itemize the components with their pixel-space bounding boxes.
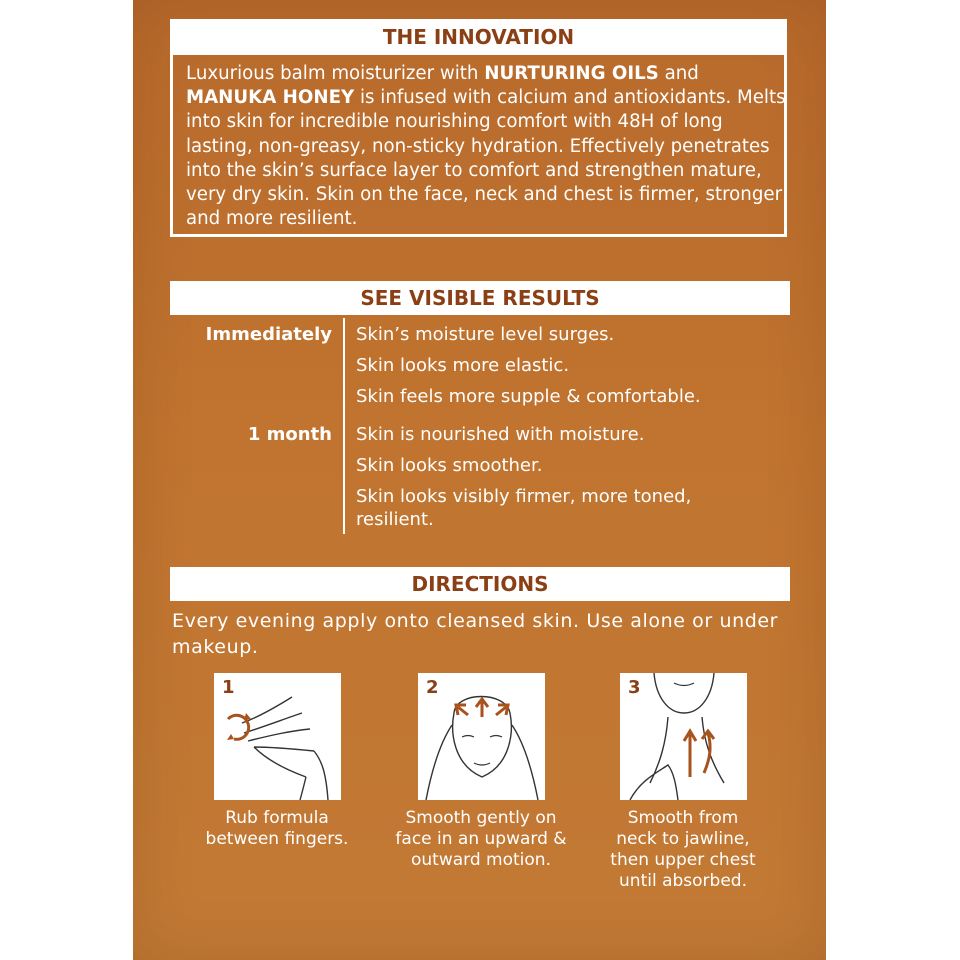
manuka-honey-highlight: MANUKA HONEY — [186, 87, 355, 109]
step-number: 3 — [628, 677, 641, 698]
step-1-caption: Rub formula between fingers. — [205, 808, 349, 849]
result-item: Skin feels more supple & comfortable. — [356, 386, 701, 407]
directions-text: Every evening apply onto cleansed skin. Use alone or under makeup. — [172, 610, 779, 658]
results-header-bar — [170, 281, 790, 315]
step-2-caption: Smooth gently on face in an upward & outward motion. — [395, 808, 567, 870]
face-massage-icon — [418, 673, 545, 800]
step-2-illustration — [418, 673, 545, 800]
step-1-illustration — [214, 673, 341, 800]
step-3-illustration — [620, 673, 747, 800]
step-3-caption: Smooth from neck to jawline, then upper chest until absorbed. — [610, 808, 756, 891]
results-divider — [343, 318, 345, 534]
neck-massage-icon — [620, 673, 747, 800]
innovation-title: THE INNOVATION — [382, 25, 575, 49]
result-item: Skin looks more elastic. — [356, 355, 570, 376]
result-item: Skin looks smoother. — [356, 455, 543, 476]
directions-header-bar — [170, 567, 790, 601]
step-number: 1 — [222, 677, 235, 698]
result-item: Skin is nourished with moisture. — [356, 424, 645, 445]
directions-title: DIRECTIONS — [411, 572, 549, 596]
results-title: SEE VISIBLE RESULTS — [360, 286, 600, 310]
hand-rub-icon — [214, 673, 341, 800]
one-month-label: 1 month — [247, 424, 332, 445]
innovation-text: Luxurious balm moisturizer with NURTURING OILS and MANUKA HONEY is infused with calcium and antioxidants. Melts into skin for incredible nourishing comfort with 48H of long lasting, non-greasy, non-sticky hydration. Effectively penetrates into the skin’s surface layer to comfort and strengthen mature, very dry skin. Skin on the face, neck and chest is firmer, stronger and more resilient. — [186, 63, 786, 230]
innovation-header-bar — [170, 19, 787, 55]
result-item: Skin’s moisture level surges. — [356, 324, 615, 345]
nurturing-oils-highlight: NURTURING OILS — [484, 63, 659, 84]
result-item: resilient. — [356, 509, 434, 530]
result-item: Skin looks visibly firmer, more toned, — [356, 486, 692, 507]
immediately-label: Immediately — [205, 324, 332, 345]
step-number: 2 — [426, 677, 439, 698]
